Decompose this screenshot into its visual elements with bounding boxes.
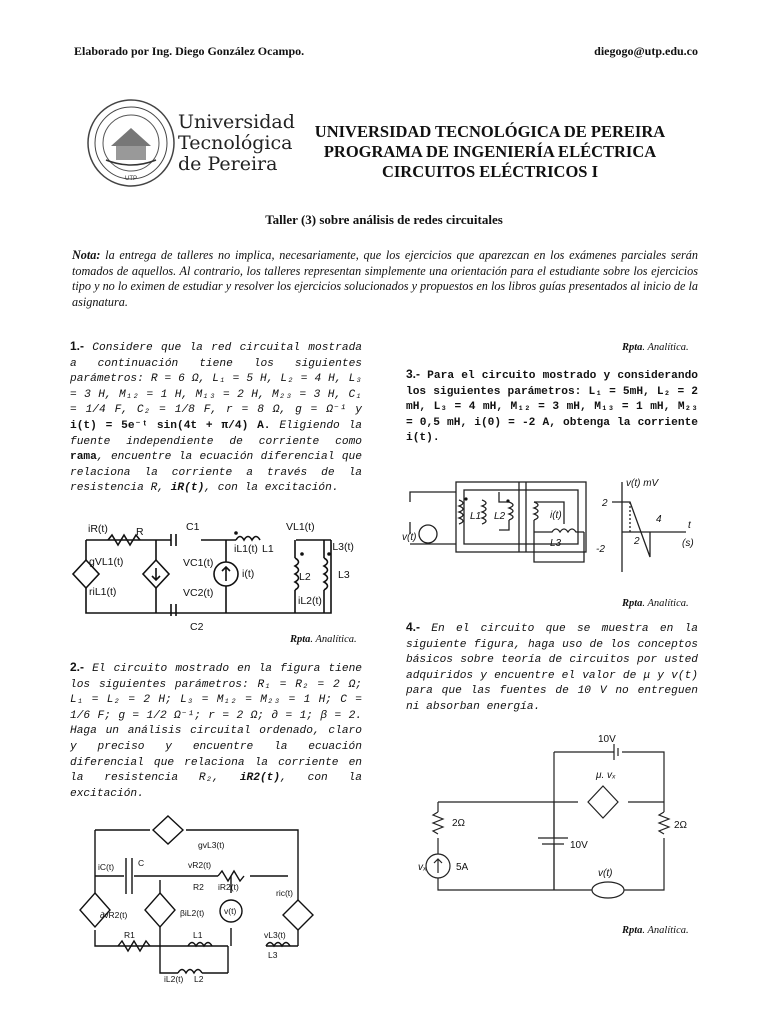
c2-label-biL2: βiL2(t) [180, 908, 205, 918]
problem-3-text: Para el circuito mostrado y considerando los siguientes parámetros: L₁ = 5mH, L₂ = 2 mH, L₃ = 4 mH, M₁₂ = 3 mH, M₁₃ = 1 mH, M₂₃ = 0,5 mH, i(0) = -2 A, obtenga la corriente i(t). [406, 370, 698, 445]
university-logo [86, 98, 295, 190]
c3-label-L3: L3 [550, 538, 562, 549]
title-university: UNIVERSIDAD TECNOLÓGICA DE PEREIRA [314, 122, 666, 141]
c2-label-iR2: iR2(t) [218, 882, 239, 892]
problem-3-number: 3.- [406, 367, 421, 381]
c2-label-R2: R2 [193, 882, 204, 892]
logo-line-1: Universidad [178, 111, 295, 133]
problem-4-text: En el circuito que se muestra en la siguiente figura, haga uso de los conceptos básicos sobre teoría de circuitos por usted adquiridos y encuentre el valor de μ y v(t) para que las fuentes de 10 V no entreguen ni absorban energía. [406, 623, 698, 713]
answer-label-4: Rpta [622, 925, 643, 936]
c1-label-L2: L2 [299, 571, 311, 583]
answer-value-3: . Analítica. [642, 598, 689, 609]
university-seal-icon [86, 98, 176, 188]
c3-label-it: i(t) [550, 510, 562, 521]
note-text: la entrega de talleres no implica, necesariamente, que los ejercicios que aparezcan en los exámenes parciales serán tomados de aquellos. Al contrario, los talleres representan simplemente una orientación para el estudiante sobre los ejercicios tipo y no lo eximen de estudiar y resolver los ejercicios solucionados y propuestos en los libros guías presentados al inicio de la asignatura. [72, 248, 698, 309]
answer-label-3: Rpta [622, 598, 643, 609]
note-label: Nota: [72, 248, 101, 262]
c1-label-L3: L3 [338, 569, 350, 581]
c3-tick-4x: 4 [656, 514, 662, 525]
c1-label-C1: C1 [186, 521, 200, 533]
c4-label-vx: vₓ [418, 862, 427, 873]
problem-1-branch-word: rama [70, 451, 97, 464]
problem-1-intro: Considere que la red circuital mostrada a continuación tiene los siguientes parámetros: R = 6 Ω, L₁ = 5 H, L₂ = 4 H, L₃ = 3 H, M₁₂ = 1 H, M₁₃ = 2 H, M₂₃ = 3 H, C₁ = 1/4 F, C₂ = 1/8 F, r = 8 Ω, g = Ω⁻¹ y [70, 342, 362, 417]
answer-label-1: Rpta [290, 634, 311, 645]
circuit-4-diagram [418, 730, 708, 910]
workshop-title: Taller (3) sobre análisis de redes circuitales [265, 212, 503, 227]
c1-label-iL2: iL2(t) [298, 595, 322, 607]
title-program: PROGRAMA DE INGENIERÍA ELÉCTRICA [323, 142, 657, 161]
c1-label-L1: L1 [262, 543, 274, 555]
c1-label-vC1: VC1(t) [183, 557, 214, 569]
c2-label-vt: v(t) [224, 906, 237, 916]
c4-label-10v-top: 10V [598, 734, 616, 745]
circuit-1-diagram [66, 518, 366, 632]
author-line: Elaborado por Ing. Diego González Ocampo. [74, 44, 305, 58]
answer-value-1: . Analítica. [310, 634, 357, 645]
c4-label-2ohm-right: 2Ω [674, 820, 688, 831]
c3-xaxis-label: t [688, 520, 691, 531]
c4-label-5a: 5A [456, 862, 469, 873]
c1-label-iL3: iL3(t) [330, 541, 354, 553]
c2-label-dv: ∂vR2(t) [100, 910, 128, 920]
c2-label-vL3: vL3(t) [264, 930, 286, 940]
problem-4 [406, 620, 698, 716]
problem-1 [70, 339, 362, 497]
c2-label-gvL3: gvL3(t) [198, 840, 225, 850]
c1-label-riL1: riL1(t) [89, 586, 117, 598]
problem-1-answer [290, 634, 357, 645]
c3-tick-m2: -2 [596, 544, 605, 555]
answer-value-2: . Analítica. [642, 342, 689, 353]
c3-label-L2: L2 [494, 511, 506, 522]
circuit-2-diagram [68, 808, 330, 994]
c3-yaxis-label: v(t) mV [626, 478, 659, 489]
c4-label-vt: v(t) [598, 868, 613, 879]
c4-label-mu: μ. vₓ [596, 770, 616, 781]
c3-tick-2x: 2 [634, 536, 640, 547]
problem-2-number: 2.- [70, 660, 85, 674]
c3-unit-label: (s) [682, 538, 694, 549]
document-titles [270, 122, 710, 182]
c1-label-gV: gVL1(t) [89, 556, 124, 568]
problem-2-current: iR2(t) [239, 772, 281, 785]
problem-3-answer [622, 598, 689, 609]
c2-label-L3: L3 [268, 950, 278, 960]
c4-label-10v-mid: 10V [570, 840, 588, 851]
problem-2-text: El circuito mostrado en la figura tiene los siguientes parámetros: R₁ = R₂ = 2 Ω; L₁ = L₂ = 2 H; L₃ = M₁₂ = M₂₃ = 1 H; C = 1/6 F; g = 1/2 Ω⁻¹; r = 2 Ω; ∂ = 1; β = 2. Haga un análisis circuital ordenado, claro y preciso y encuentre la ecuación diferencial que relaciona la corriente en la resistencia R₂, [70, 663, 362, 785]
circuit-3-diagram [404, 462, 702, 590]
c2-label-iL2: iL2(t) [164, 974, 184, 984]
problem-2-answer [622, 342, 689, 353]
c3-label-vt-source: v(t) [402, 532, 417, 543]
c1-label-vC2: VC2(t) [183, 587, 214, 599]
c2-label-L1: L1 [193, 930, 203, 940]
c2-label-ric: ric(t) [276, 888, 293, 898]
title-course: CIRCUITOS ELÉCTRICOS I [381, 162, 599, 181]
problem-1-number: 1.- [70, 339, 85, 353]
c1-label-R: R [136, 526, 144, 538]
problem-2 [70, 660, 362, 802]
answer-label-2: Rpta [622, 342, 643, 353]
problem-2-end: , con la excitación. [70, 772, 362, 800]
c1-label-it: i(t) [242, 568, 255, 580]
author-email: diegogo@utp.edu.co [594, 44, 698, 58]
c2-label-vR2: vR2(t) [188, 860, 212, 870]
c2-label-iC: iC(t) [98, 862, 115, 872]
logo-line-3: de Pereira [178, 153, 278, 175]
seal-text: UTP [125, 176, 137, 182]
problem-1-body: Eligiendo la fuente independiente de corriente como [70, 419, 362, 448]
c3-label-L1: L1 [470, 511, 482, 522]
problem-1-body2: , encuentre la ecuación diferencial que relaciona la corriente a través de la resistencia R, [70, 451, 362, 495]
c2-label-R1: R1 [124, 930, 135, 940]
c1-label-iR: iR(t) [88, 523, 108, 535]
c2-label-L2: L2 [194, 974, 204, 984]
c4-label-2ohm-left: 2Ω [452, 818, 466, 829]
c2-label-C: C [138, 858, 145, 868]
note-paragraph [72, 248, 698, 310]
c1-label-iL1: iL1(t) [234, 543, 258, 555]
problem-1-current: iR(t) [170, 482, 205, 495]
problem-4-number: 4.- [406, 620, 421, 634]
problem-4-answer [622, 925, 689, 936]
problem-3 [406, 367, 698, 447]
logo-line-2: Tecnológica [178, 132, 293, 154]
problem-1-end: , con la excitación. [204, 482, 339, 495]
problem-1-formula: i(t) = 5e⁻ᵗ sin(4t + π/4) A. [70, 419, 271, 432]
c1-label-C2: C2 [190, 621, 204, 633]
c3-voltage-graph [596, 478, 694, 572]
answer-value-4: . Analítica. [642, 925, 689, 936]
c3-tick-2y: 2 [602, 498, 608, 509]
c1-label-vL1: VL1(t) [286, 521, 315, 533]
